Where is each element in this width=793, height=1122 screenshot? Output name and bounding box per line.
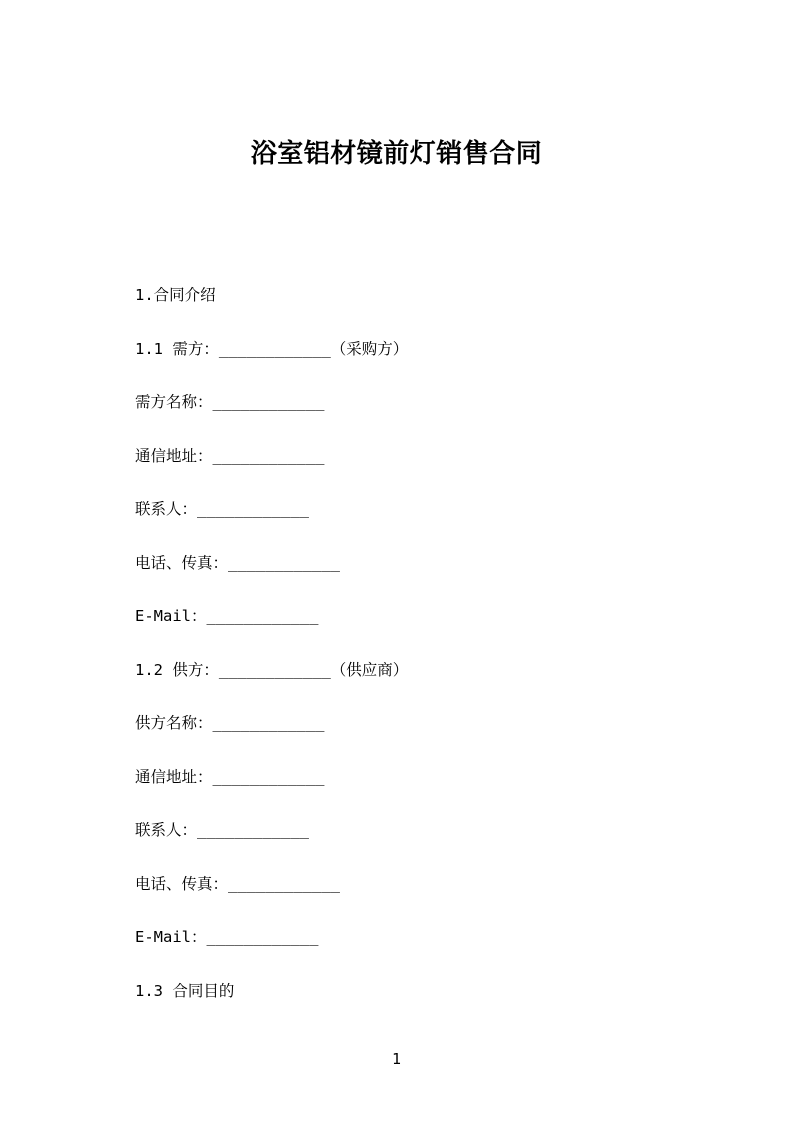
field-supplier: 1.2 供方：____________（供应商） bbox=[135, 660, 409, 679]
field-demander-phone-fax: 电话、传真：____________ bbox=[135, 553, 340, 572]
field-supplier-contact: 联系人：____________ bbox=[135, 821, 309, 839]
field-demander-name: 需方名称：____________ bbox=[135, 393, 325, 411]
field-supplier-phone-fax: 电话、传真：____________ bbox=[135, 874, 340, 893]
contract-title: 浴室铝材镜前灯销售合同 bbox=[250, 139, 543, 169]
field-supplier-email: E-Mail：____________ bbox=[135, 928, 319, 946]
field-demander-contact: 联系人：____________ bbox=[135, 500, 309, 518]
field-supplier-address: 通信地址：____________ bbox=[135, 767, 325, 786]
field-demander-address: 通信地址：____________ bbox=[135, 446, 325, 465]
page-number: 1 bbox=[391, 1050, 402, 1068]
field-demander-email: E-Mail：____________ bbox=[135, 607, 319, 625]
field-supplier-name: 供方名称：____________ bbox=[135, 714, 325, 732]
field-demander: 1.1 需方：____________（采购方） bbox=[135, 339, 409, 358]
section-1-heading: 1.合同介绍 bbox=[135, 286, 216, 304]
section-1-3-heading: 1.3 合同目的 bbox=[135, 981, 235, 1000]
contract-body bbox=[135, 269, 723, 1018]
